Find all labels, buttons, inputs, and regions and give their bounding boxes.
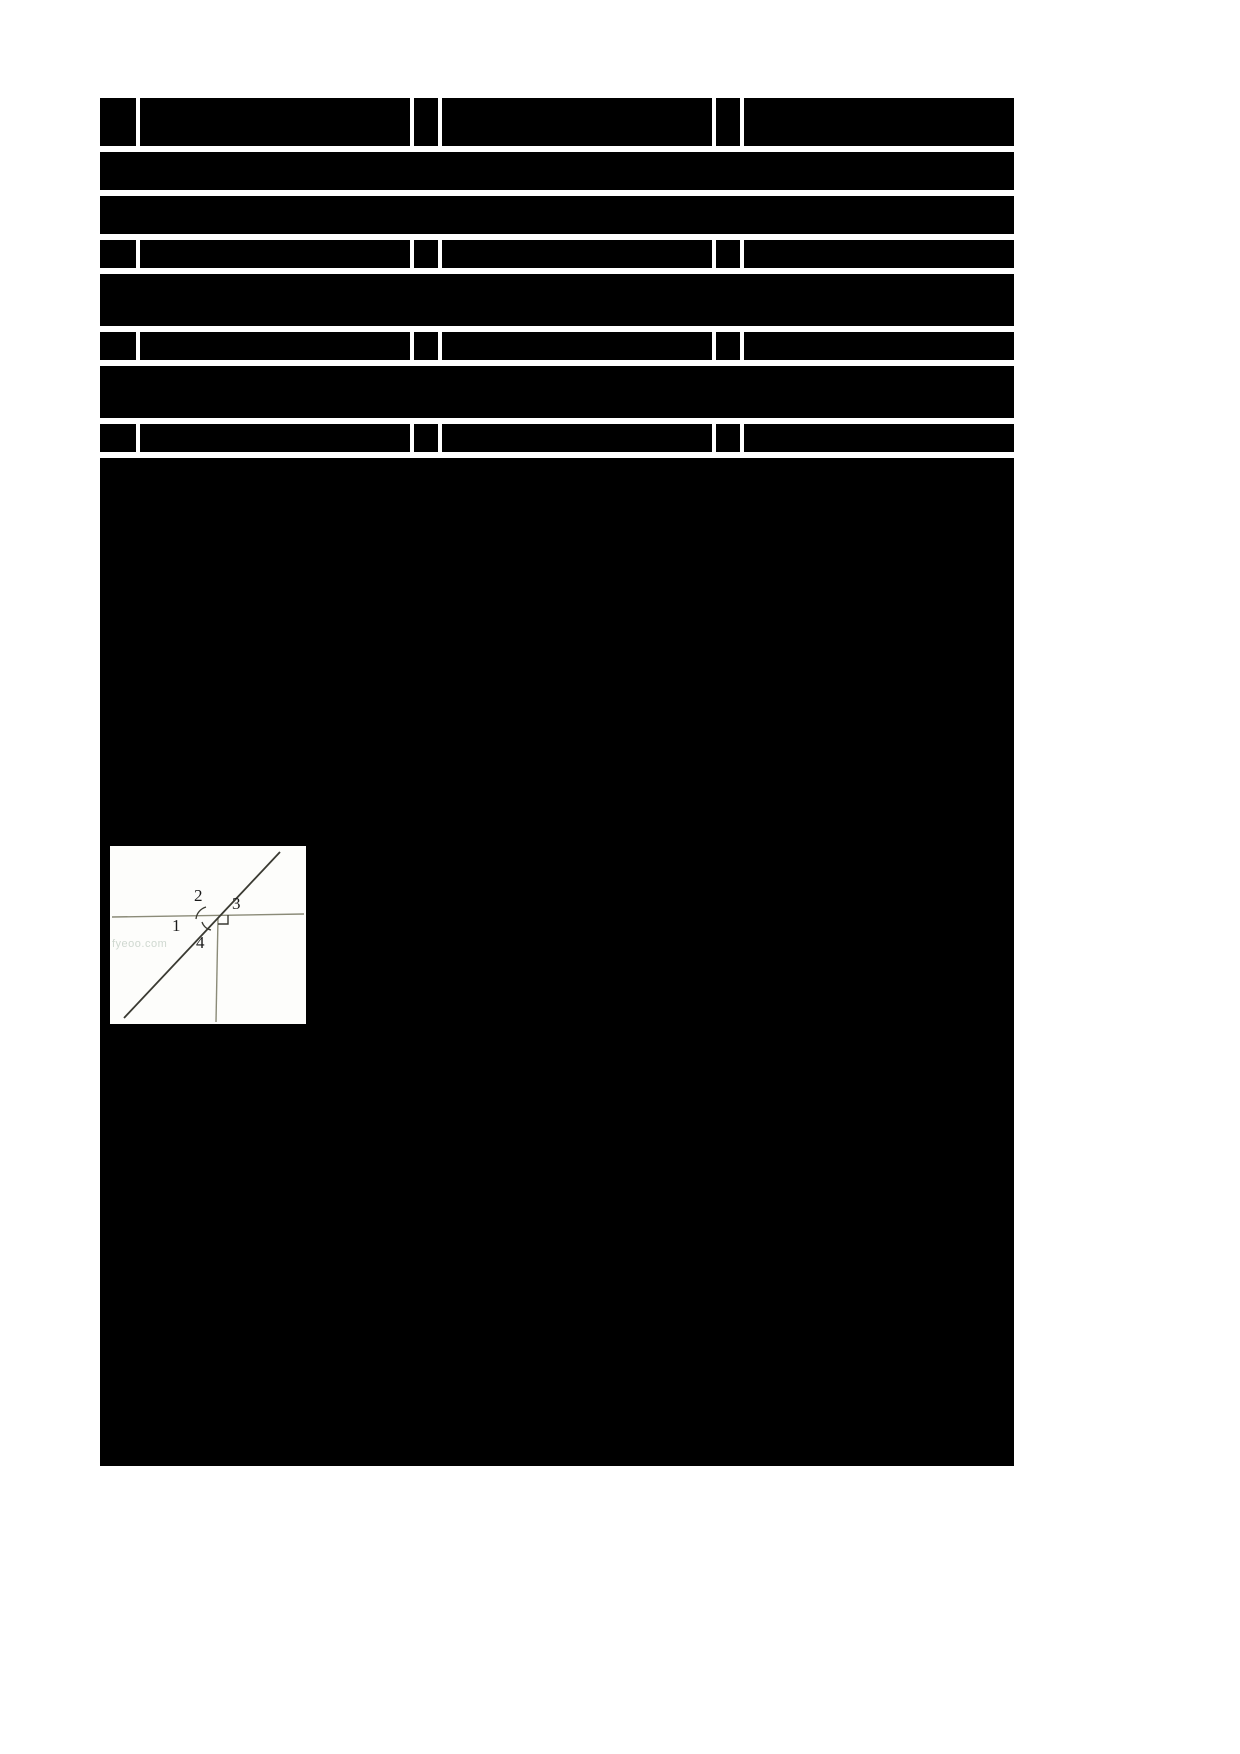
row-separator bbox=[100, 190, 1014, 196]
column-separator bbox=[740, 234, 744, 268]
column-separator bbox=[712, 326, 716, 360]
angle-label-3: 3 bbox=[232, 894, 241, 913]
row-separator bbox=[100, 234, 1014, 240]
column-separator bbox=[410, 98, 414, 146]
column-separator bbox=[136, 234, 140, 268]
column-separator bbox=[438, 326, 442, 360]
row-separator bbox=[100, 360, 1014, 366]
column-separator bbox=[410, 234, 414, 268]
column-separator bbox=[410, 418, 414, 452]
angle-label-1: 1 bbox=[172, 916, 181, 935]
column-separator bbox=[136, 98, 140, 146]
column-separator bbox=[410, 326, 414, 360]
angle-label-2: 2 bbox=[194, 886, 203, 905]
row-separator bbox=[100, 268, 1014, 274]
column-separator bbox=[438, 234, 442, 268]
column-separator bbox=[438, 418, 442, 452]
column-separator bbox=[712, 98, 716, 146]
column-separator bbox=[438, 98, 442, 146]
geometry-figure-svg bbox=[110, 846, 306, 1024]
geometry-figure bbox=[110, 846, 306, 1024]
column-separator bbox=[712, 418, 716, 452]
column-separator bbox=[740, 326, 744, 360]
column-separator bbox=[712, 234, 716, 268]
row-separator bbox=[100, 326, 1014, 332]
column-separator bbox=[740, 98, 744, 146]
row-separator bbox=[100, 418, 1014, 424]
column-separator bbox=[136, 326, 140, 360]
row-separator bbox=[100, 452, 1014, 458]
column-separator bbox=[136, 418, 140, 452]
row-separator bbox=[100, 146, 1014, 152]
figure-watermark: fyeoo.com bbox=[112, 938, 168, 950]
column-separator bbox=[740, 418, 744, 452]
angle-label-4: 4 bbox=[196, 933, 205, 952]
redacted-content-block bbox=[100, 98, 1014, 1466]
